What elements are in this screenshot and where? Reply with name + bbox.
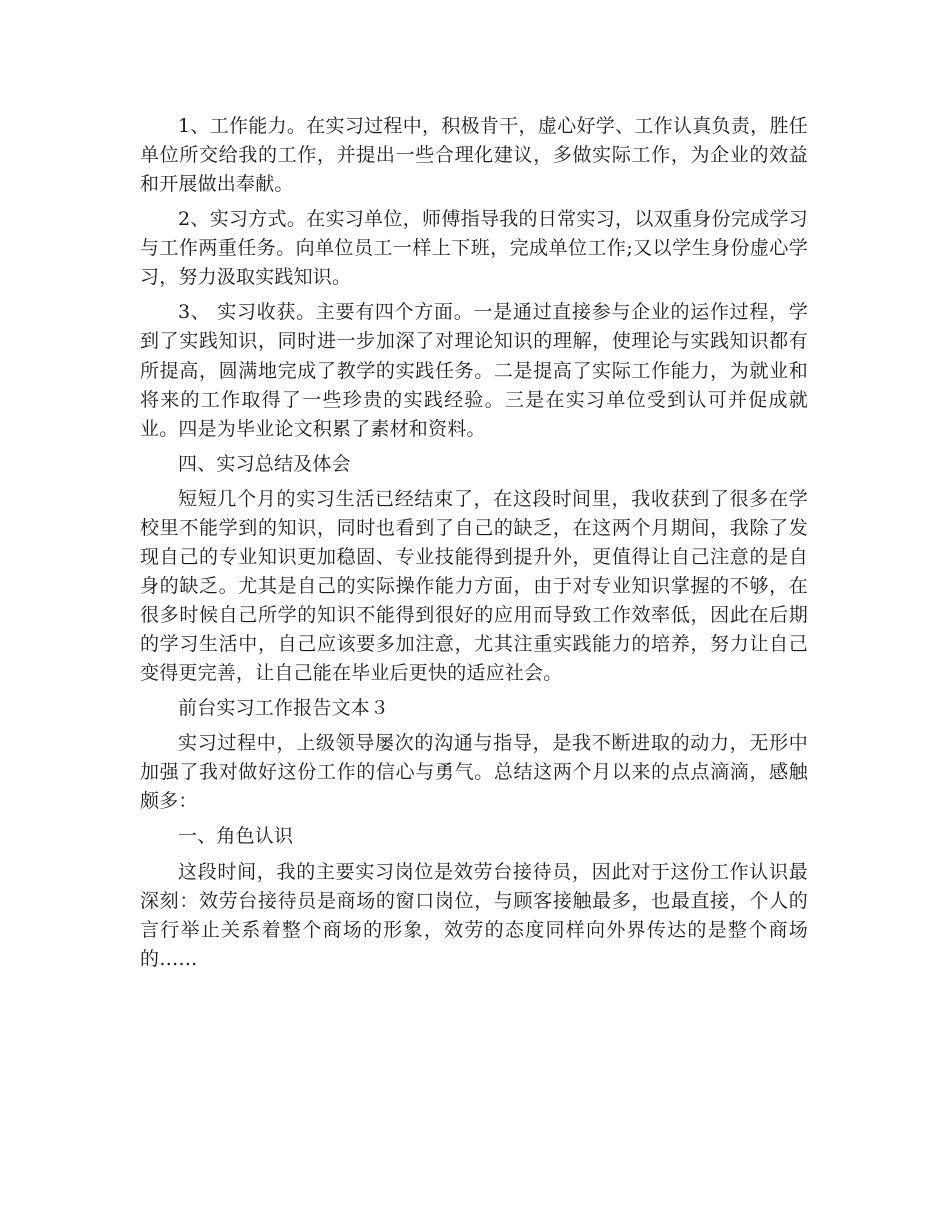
section-heading-role: 一、角色认识: [178, 825, 294, 848]
paragraph-summary-reflection: 短短几个月的实习生活已经结束了，在这段时间里，我收获到了很多在学校里不能学到的知识，同时也看到了自己的缺乏，在这两个月期间，我除了发现自己的专业知识更加稳固、专业技能得到提升外，更值得让自己注意的是自身的缺乏。尤其是自己的实际操作能力方面，由于对专业知识掌握的不够，在很多时候自己所学的知识不能得到很好的应用而导致工作效率低，因此在后期的学习生活中，自己应该要多加注意，尤其注重实践能力的培养，努力让自己变得更完善，让自己能在毕业后更快的适应社会。: [140, 487, 808, 685]
section-heading-summary: 四、实习总结及体会: [178, 452, 351, 475]
document-title-report-3: 前台实习工作报告文本３: [178, 697, 390, 720]
paragraph-work-ability: 1、工作能力。在实习过程中，积极肯干，虚心好学、工作认真负责，胜任单位所交给我的工作，并提出一些合理化建议，多做实际工作，为企业的效益和开展做出奉献。: [140, 115, 808, 196]
paragraph-internship-method: 2、实习方式。在实习单位，师傅指导我的日常实习，以双重身份完成学习与工作两重任务。向单位员工一样上下班，完成单位工作;又以学生身份虚心学习，努力汲取实践知识。: [140, 208, 808, 289]
document-body: [140, 112, 808, 980]
paragraph-internship-gains: 3、 实习收获。主要有四个方面。一是通过直接参与企业的运作过程，学到了实践知识，同时进一步加深了对理论知识的理解，使理论与实践知识都有所提高，圆满地完成了教学的实践任务。二是提高了实际工作能力，为就业和将来的工作取得了一些珍贵的实践经验。三是在实习单位受到认可并促成就业。四是为毕业论文积累了素材和资料。: [140, 301, 808, 440]
paragraph-role-recognition: 这段时间，我的主要实习岗位是效劳台接待员，因此对于这份工作认识最深刻：效劳台接待员是商场的窗口岗位，与顾客接触最多，也最直接，个人的言行举止关系着整个商场的形象，效劳的态度同样向外界传达的是整个商场的……: [140, 860, 808, 970]
paragraph-intro-report-3: 实习过程中，上级领导屡次的沟通与指导，是我不断进取的动力，无形中加强了我对做好这份工作的信心与勇气。总结这两个月以来的点点滴滴，感触颇多：: [140, 732, 808, 813]
